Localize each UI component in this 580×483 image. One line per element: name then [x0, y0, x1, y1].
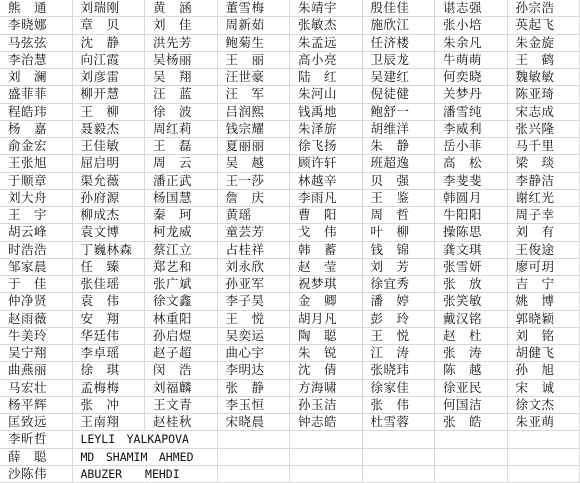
name-cell: 徐文杰	[508, 397, 580, 414]
name-cell: 马弦弦	[0, 35, 73, 52]
name-cell: 牛萌萌	[435, 52, 508, 69]
name-cell	[145, 449, 218, 466]
name-cell: 蔡江立	[145, 242, 218, 259]
name-cell	[218, 466, 291, 483]
name-cell	[508, 449, 580, 466]
name-cell: 朱河山	[290, 86, 363, 103]
name-cell: LEYLI YALKAPOVA	[73, 431, 146, 448]
name-cell: 杨国慧	[145, 190, 218, 207]
name-cell: 胡月凡	[290, 311, 363, 328]
name-cell: 谢红光	[508, 190, 580, 207]
name-cell	[218, 449, 291, 466]
name-cell: 汪 蓝	[145, 86, 218, 103]
name-cell: 仲净贤	[0, 293, 73, 310]
name-cell: 丁巍林森	[73, 242, 146, 259]
name-cell	[290, 449, 363, 466]
name-cell: 魏敏敏	[508, 69, 580, 86]
name-cell: 张小培	[435, 17, 508, 34]
name-cell: 潘 婷	[363, 293, 436, 310]
name-cell: 陈亚琦	[508, 86, 580, 103]
name-cell: 占桂祥	[218, 242, 291, 259]
name-cell: 任济楼	[363, 35, 436, 52]
name-cell: 周红莉	[145, 121, 218, 138]
name-cell: 王 磊	[145, 138, 218, 155]
name-cell: 刘 佳	[145, 17, 218, 34]
name-cell: 潘正武	[145, 173, 218, 190]
name-cell: 徐文鑫	[145, 293, 218, 310]
name-cell: 王 悦	[363, 328, 436, 345]
name-cell: 胡维洋	[363, 121, 436, 138]
name-cell: 刘 芳	[363, 259, 436, 276]
name-cell: 沈 静	[73, 35, 146, 52]
name-cell: 盛菲菲	[0, 86, 73, 103]
name-cell: 袁 伟	[73, 293, 146, 310]
name-cell: 徐飞扬	[290, 138, 363, 155]
name-cell: 戴汉铭	[435, 311, 508, 328]
name-cell: 詹 庆	[218, 190, 291, 207]
name-cell: 杨平辉	[0, 397, 73, 414]
name-cell: 王 丽	[218, 52, 291, 69]
name-cell: 朱亚萌	[508, 414, 580, 431]
name-cell: 任 臻	[73, 259, 146, 276]
name-cell: 黄 涵	[145, 0, 218, 17]
name-cell: 王 悦	[218, 311, 291, 328]
name-cell: 卫辰龙	[363, 52, 436, 69]
name-cell: 俞金宏	[0, 138, 73, 155]
name-cell: 龚文琪	[435, 242, 508, 259]
name-cell: 张 皓	[435, 414, 508, 431]
name-cell: 赵 莹	[290, 259, 363, 276]
name-cell: 李斐斐	[435, 173, 508, 190]
name-cell: 吴杨丽	[145, 52, 218, 69]
name-cell: 谌志强	[435, 0, 508, 17]
name-cell: 吴 越	[218, 155, 291, 172]
name-cell: 李雨凡	[290, 190, 363, 207]
name-cell: 周子幸	[508, 207, 580, 224]
name-cell	[145, 431, 218, 448]
name-cell	[508, 431, 580, 448]
name-cell: 韩 蓄	[290, 242, 363, 259]
name-cell: 陶 聪	[290, 328, 363, 345]
name-cell: 金 卿	[290, 293, 363, 310]
name-cell: 刘 铭	[508, 328, 580, 345]
name-cell: 安 翔	[73, 311, 146, 328]
name-cell: 吕润熙	[218, 104, 291, 121]
name-cell: 曹 阳	[290, 207, 363, 224]
name-cell: 柯龙威	[145, 224, 218, 241]
name-cell: 岳小菲	[435, 138, 508, 155]
name-cell: 钱禹地	[290, 104, 363, 121]
name-cell: 闵 浩	[145, 362, 218, 379]
name-cell: 陆 红	[290, 69, 363, 86]
name-cell: 熊 通	[0, 0, 73, 17]
name-cell: ABUZER MEHDI	[73, 466, 146, 483]
name-cell: 韩圆月	[435, 190, 508, 207]
name-cell: 孙启煜	[145, 328, 218, 345]
name-cell: 秦 珂	[145, 207, 218, 224]
name-cell: 钱宗耀	[218, 121, 291, 138]
name-cell: 何奕晓	[435, 69, 508, 86]
name-cell	[290, 466, 363, 483]
name-cell: 姚 博	[508, 293, 580, 310]
name-cell: 屈启明	[73, 155, 146, 172]
name-cell: 孙府源	[73, 190, 146, 207]
name-cell: 吴宁翔	[0, 345, 73, 362]
name-cell: 吴奕运	[218, 328, 291, 345]
name-cell: 李晓娜	[0, 17, 73, 34]
name-cell: 朱孟远	[290, 35, 363, 52]
name-cell: 彭 玲	[363, 311, 436, 328]
name-cell: 王张旭	[0, 155, 73, 172]
name-cell: 董雪梅	[218, 0, 291, 17]
name-cell: 高小亮	[290, 52, 363, 69]
name-cell: 吴 翔	[145, 69, 218, 86]
name-cell: 张笑敏	[435, 293, 508, 310]
name-cell: 王 宇	[0, 207, 73, 224]
name-cell: 王南翔	[73, 414, 146, 431]
name-cell: 张雪妍	[435, 259, 508, 276]
name-cell: 王佳敏	[73, 138, 146, 155]
name-cell: 刘福麟	[145, 380, 218, 397]
name-cell	[435, 466, 508, 483]
name-cell: 匡致远	[0, 414, 73, 431]
name-cell	[363, 431, 436, 448]
name-cell: 马宏壮	[0, 380, 73, 397]
name-cell: 鲍菊生	[218, 35, 291, 52]
name-cell: 孙玉洁	[290, 397, 363, 414]
name-cell: 牛美玲	[0, 328, 73, 345]
name-cell: 邹家晨	[0, 259, 73, 276]
name-cell: 章 贝	[73, 17, 146, 34]
name-cell: 徐 琪	[73, 362, 146, 379]
name-cell: 朱靖宇	[290, 0, 363, 17]
name-cell: 夏丽丽	[218, 138, 291, 155]
name-cell: 李治慧	[0, 52, 73, 69]
name-cell: 李玉恒	[218, 397, 291, 414]
name-cell: 李明达	[218, 362, 291, 379]
name-cell: 宋志成	[508, 104, 580, 121]
name-cell: 张晓玮	[363, 362, 436, 379]
name-cell: 时浩浩	[0, 242, 73, 259]
name-cell: 张 冲	[73, 397, 146, 414]
name-cell: 张 静	[218, 380, 291, 397]
name-cell: 梁 琰	[508, 155, 580, 172]
name-cell: 林重阳	[145, 311, 218, 328]
name-cell: 沙陈伟	[0, 466, 73, 483]
name-cell: 王 鹤	[508, 52, 580, 69]
name-cell: 洪先芳	[145, 35, 218, 52]
name-cell: 沈 倩	[290, 362, 363, 379]
name-cell: 胡云峰	[0, 224, 73, 241]
name-cell: 刘彦雷	[73, 69, 146, 86]
name-cell: 曲心宇	[218, 345, 291, 362]
name-cell: 祝梦琪	[290, 276, 363, 293]
name-cell: 操陈思	[435, 224, 508, 241]
name-cell: 向江霞	[73, 52, 146, 69]
name-cell: 徐宜秀	[363, 276, 436, 293]
name-cell: 赵雨薇	[0, 311, 73, 328]
name-cell: 方海啸	[290, 380, 363, 397]
name-cell: 朱 锐	[290, 345, 363, 362]
name-cell: 朱 静	[363, 138, 436, 155]
name-cell: 宋晓晨	[218, 414, 291, 431]
name-cell: 孟梅梅	[73, 380, 146, 397]
name-cell: 班超逸	[363, 155, 436, 172]
name-cell: 周 哲	[363, 207, 436, 224]
name-cell: 宋 诚	[508, 380, 580, 397]
name-cell: 袁文博	[73, 224, 146, 241]
name-cell: 刘瑞刚	[73, 0, 146, 17]
name-cell: 张兴隆	[508, 121, 580, 138]
name-cell: 渠允薇	[73, 173, 146, 190]
name-cell: 陈 越	[435, 362, 508, 379]
name-cell: 牛阳阳	[435, 207, 508, 224]
name-cell: 郭晓颖	[508, 311, 580, 328]
name-cell: 吉 宁	[508, 276, 580, 293]
name-cell	[508, 466, 580, 483]
name-cell: 鲍舒一	[363, 104, 436, 121]
name-cell: 殷佳佳	[363, 0, 436, 17]
name-cell: 王 鉴	[363, 190, 436, 207]
name-cell: 赵 杜	[435, 328, 508, 345]
name-cell: 张佳瑶	[73, 276, 146, 293]
name-cell: 童芸芳	[218, 224, 291, 241]
name-cell: 李静洁	[508, 173, 580, 190]
name-cell: 曲燕丽	[0, 362, 73, 379]
name-cell: 徐 波	[145, 104, 218, 121]
name-cell: 马千里	[508, 138, 580, 155]
name-cell: 孙亚军	[218, 276, 291, 293]
name-cell: 江 涛	[363, 345, 436, 362]
name-cell: 程皓玮	[0, 104, 73, 121]
name-cell: 朱泽旂	[290, 121, 363, 138]
name-cell: 刘 澜	[0, 69, 73, 86]
name-cell: 孙 旭	[508, 362, 580, 379]
name-cell: 柳开慧	[73, 86, 146, 103]
name-cell: 叶 柳	[363, 224, 436, 241]
name-cell: 顾许轩	[290, 155, 363, 172]
name-cell: 刘 有	[508, 224, 580, 241]
name-cell: 张广斌	[145, 276, 218, 293]
name-cell: 刘永欣	[218, 259, 291, 276]
name-cell: 王 柳	[73, 104, 146, 121]
name-cell: 胡健飞	[508, 345, 580, 362]
name-cell: 李昕哲	[0, 431, 73, 448]
name-cell: 周新茹	[218, 17, 291, 34]
name-cell: 李威利	[435, 121, 508, 138]
name-cell: 朱金旋	[508, 35, 580, 52]
name-cell: 钟志皓	[290, 414, 363, 431]
name-cell: 柳成杰	[73, 207, 146, 224]
name-cell: 戈 伟	[290, 224, 363, 241]
name-cell: 黄瑶	[218, 207, 291, 224]
name-cell: 廖可玥	[508, 259, 580, 276]
name-cell: 汪 军	[218, 86, 291, 103]
name-cell: 汪世豪	[218, 69, 291, 86]
name-cell: 华廷伟	[73, 328, 146, 345]
name-cell: 杨 嘉	[0, 121, 73, 138]
name-cell: 施欣江	[363, 17, 436, 34]
name-cell: 杜雪蓉	[363, 414, 436, 431]
name-cell: 郑艺和	[145, 259, 218, 276]
name-cell	[363, 449, 436, 466]
name-cell: 徐家佳	[363, 380, 436, 397]
name-cell: 倪徒健	[363, 86, 436, 103]
name-cell: 朱余凡	[435, 35, 508, 52]
name-cell: 张 涛	[435, 345, 508, 362]
name-cell: 潘雪纯	[435, 104, 508, 121]
name-cell: 贝 强	[363, 173, 436, 190]
name-cell: MD SHAMIM AHMED	[73, 449, 146, 466]
name-cell: 聂毅杰	[73, 121, 146, 138]
name-cell: 张 伟	[363, 397, 436, 414]
name-cell: 于顺章	[0, 173, 73, 190]
name-cell: 王俊途	[508, 242, 580, 259]
name-cell: 刘大舟	[0, 190, 73, 207]
name-cell: 林越辛	[290, 173, 363, 190]
name-cell: 李子昊	[218, 293, 291, 310]
name-cell: 英起飞	[508, 17, 580, 34]
name-cell: 关梦丹	[435, 86, 508, 103]
name-cell: 周 云	[145, 155, 218, 172]
name-cell: 何国洁	[435, 397, 508, 414]
name-cell: 张 放	[435, 276, 508, 293]
name-cell: 赵子超	[145, 345, 218, 362]
name-cell: 于 佳	[0, 276, 73, 293]
name-cell	[218, 431, 291, 448]
name-cell: 孙宗浩	[508, 0, 580, 17]
name-cell	[435, 449, 508, 466]
name-cell: 高 松	[435, 155, 508, 172]
name-cell: 王一莎	[218, 173, 291, 190]
name-cell: 吴建红	[363, 69, 436, 86]
name-cell	[145, 466, 218, 483]
name-cell: 李卓瑶	[73, 345, 146, 362]
name-cell: 赵桂秋	[145, 414, 218, 431]
name-cell: 王文青	[145, 397, 218, 414]
name-cell	[435, 431, 508, 448]
name-cell: 钱 锦	[363, 242, 436, 259]
name-cell: 徐亚民	[435, 380, 508, 397]
name-cell	[363, 466, 436, 483]
name-cell: 张敏杰	[290, 17, 363, 34]
name-cell	[290, 431, 363, 448]
name-cell: 薛 聪	[0, 449, 73, 466]
